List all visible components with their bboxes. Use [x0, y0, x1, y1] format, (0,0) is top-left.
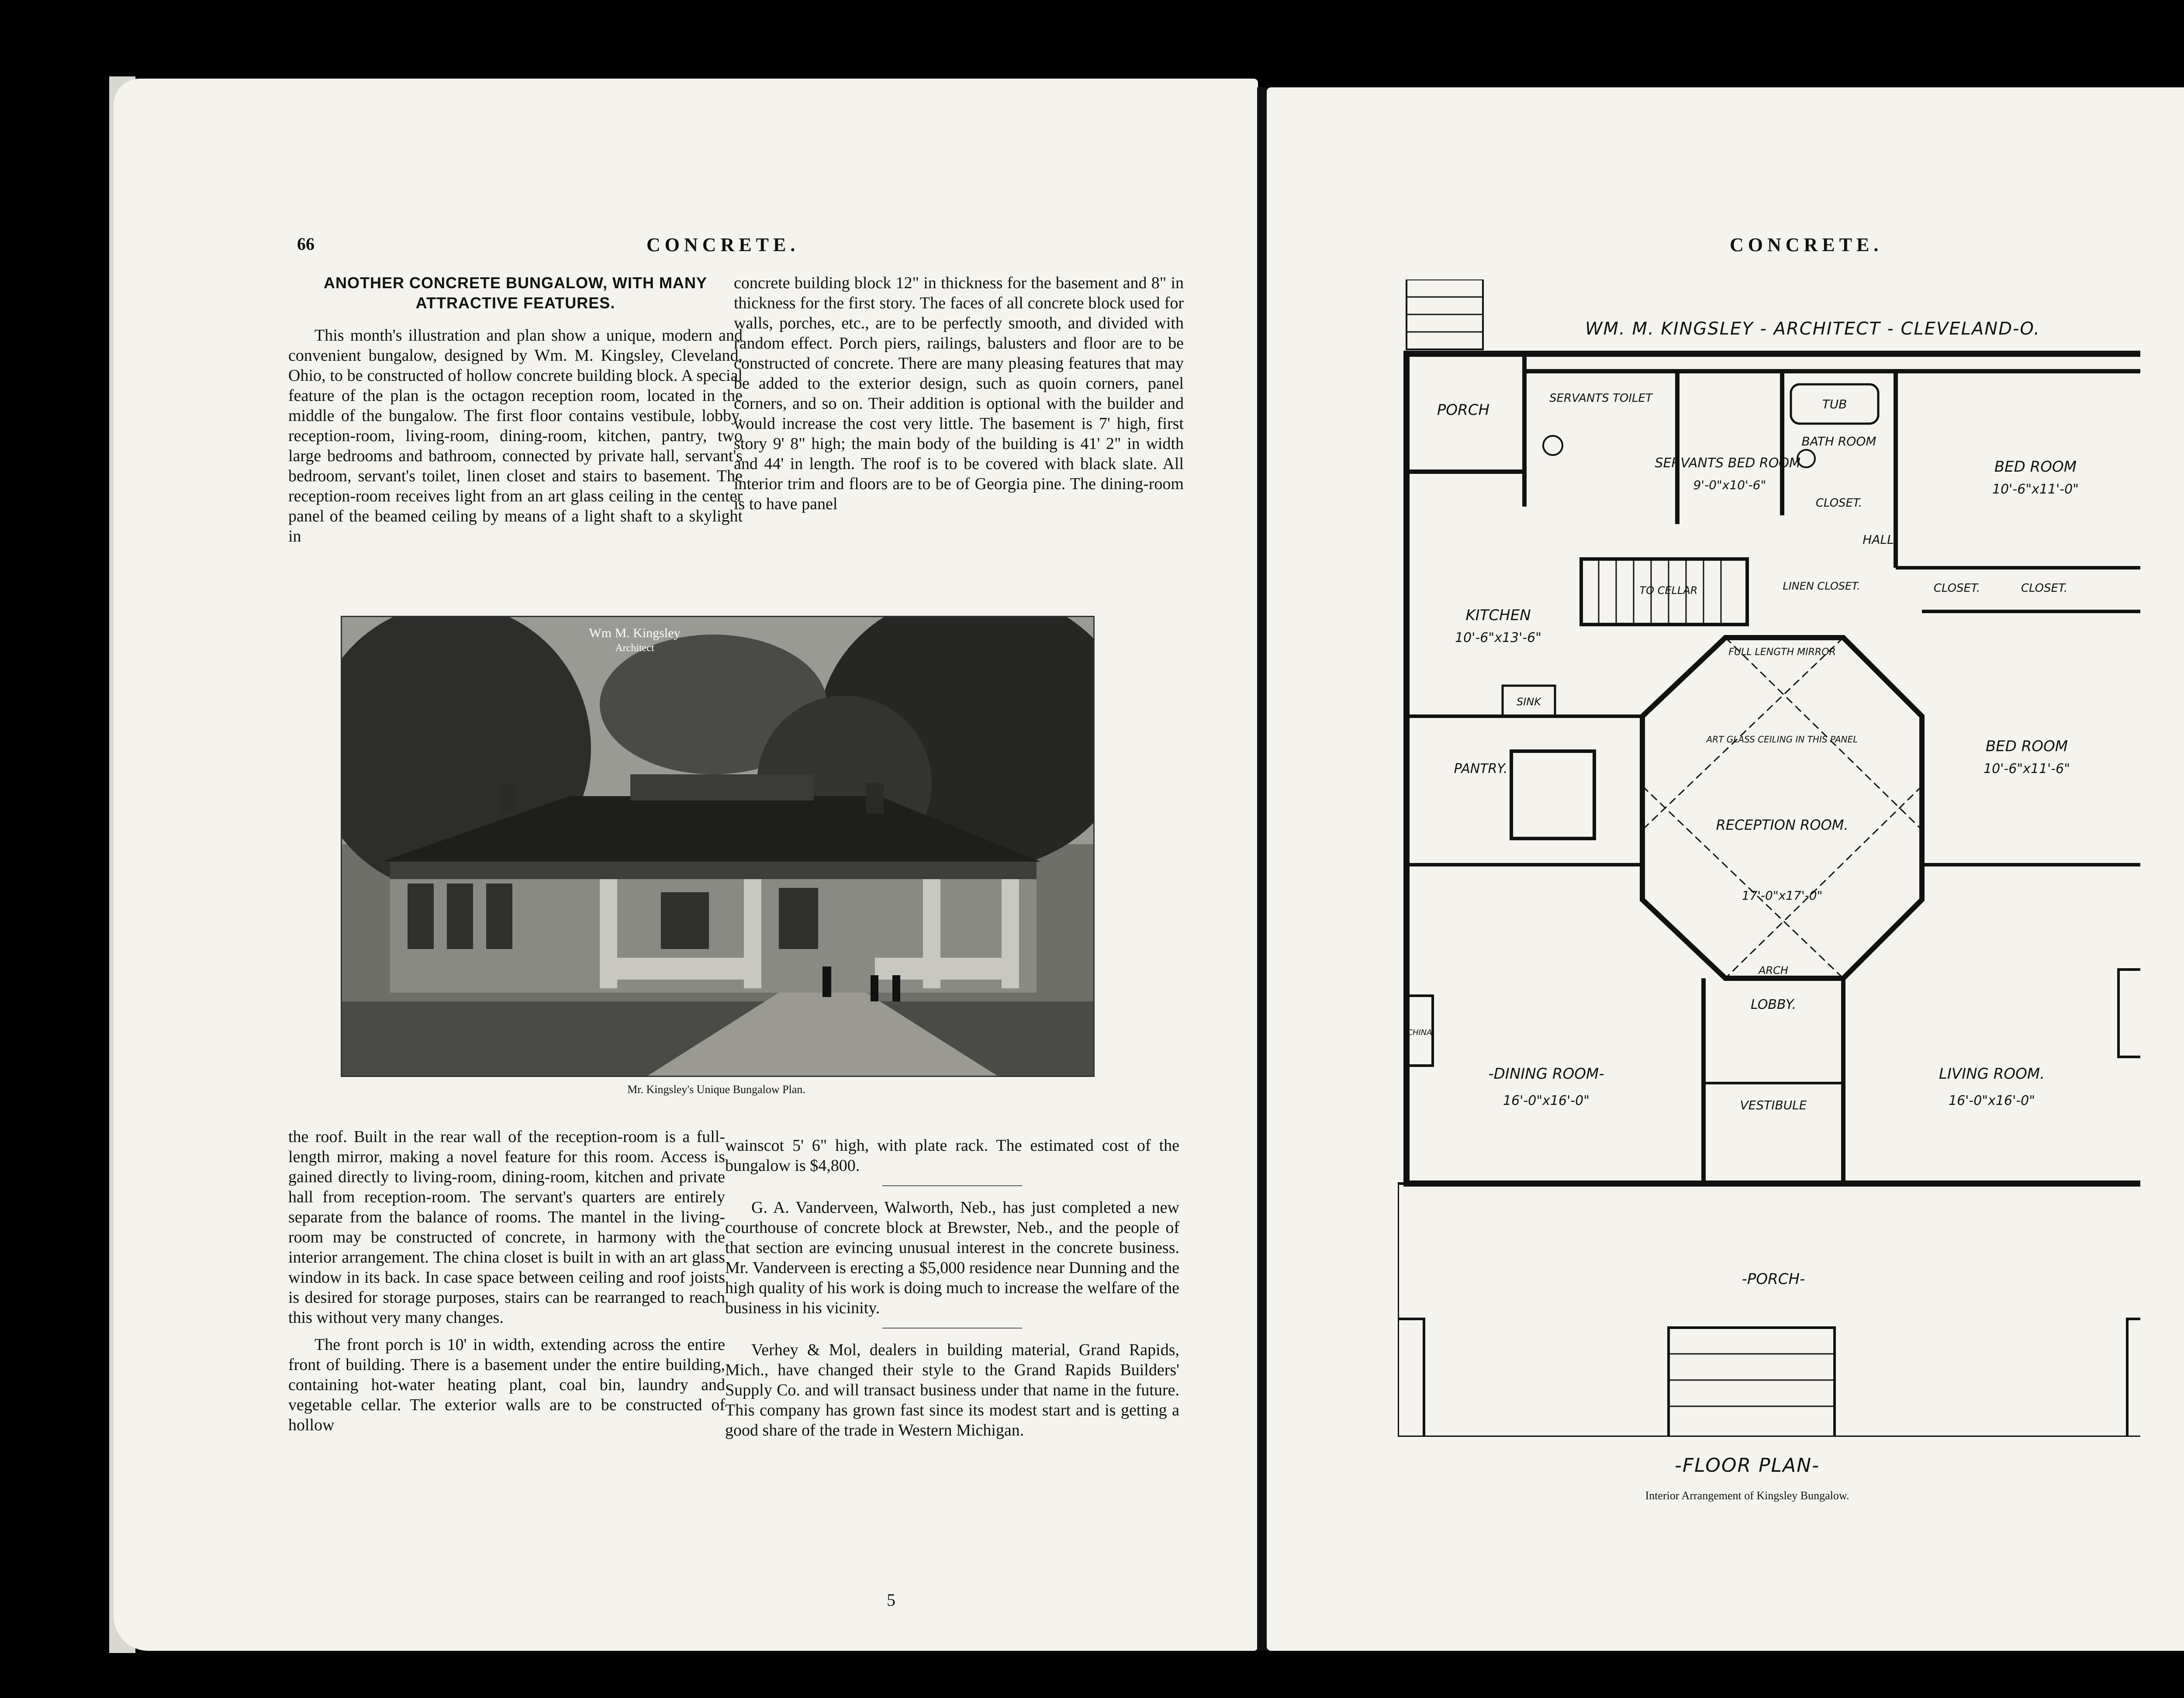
paragraph: the roof. Built in the rear wall of the reception-room is a full-length mirror, making a novel feature for this room. Access is gained directly to living-room, dining-room, kitchen and private hall from reception-room. The servant's quarters are entirely separate from the balance of rooms. The mantel in the living-room may be constructed of concrete, in harmony with the interior arrangement. The china closet is built in with an art glass window in its back. In case space between ceiling and roof joists is desired for storage purposes, stairs can be rearranged to reach this without very many changes. — [288, 1128, 725, 1327]
floor-plan-drawing — [1398, 280, 2140, 1437]
article-col2-bottom — [725, 1135, 1179, 1447]
plan-label-lobby: LOBBY. — [1750, 997, 1797, 1012]
plan-label-tub: TUB — [1822, 397, 1847, 411]
plan-label-servants-bed-room: SERVANTS BED ROOM. — [1655, 456, 1805, 471]
plan-label-living-room: LIVING ROOM. — [1939, 1065, 2045, 1083]
plan-label-reception-room: RECEPTION ROOM. — [1716, 817, 1849, 833]
paragraph: wainscot 5' 6" high, with plate rack. The estimated cost of the bungalow is $4,800. — [725, 1136, 1179, 1175]
article-headline: ANOTHER CONCRETE BUNGALOW, WITH MANY ATTRACTIVE FEATURES. — [324, 274, 707, 312]
plan-label-pantry: PANTRY. — [1454, 761, 1508, 777]
photo-label-line2: Architect — [615, 642, 654, 654]
plan-label-vestibule: VESTIBULE — [1740, 1098, 1807, 1112]
running-head-right: CONCRETE. — [1730, 234, 1883, 255]
article-col1-bottom — [288, 1127, 725, 1442]
plan-label-full-length-mirror: FULL LENGTH MIRROR — [1728, 647, 1836, 658]
plan-label-servants-bed-dim: 9'-0"x10'-6" — [1693, 478, 1766, 492]
plan-label-bed-room-2-dim: 10'-6"x11'-6" — [1983, 761, 2070, 777]
bungalow-photo — [341, 616, 1095, 1077]
plan-label-closet-2: CLOSET. — [1933, 582, 1980, 595]
plan-label-living-dim: 16'-0"x16'-0" — [1948, 1093, 2035, 1108]
plan-label-reception-dim: 17'-0"x17'-0" — [1742, 888, 1823, 903]
plan-label-sink: SINK — [1516, 696, 1541, 708]
plan-label-to-cellar: TO CELLAR — [1639, 584, 1698, 597]
plan-label-kitchen-dim: 10'-6"x13'-6" — [1455, 630, 1542, 645]
article-col1-top — [288, 325, 743, 553]
separator-rule — [882, 1328, 1022, 1329]
plan-label-porch-front: -PORCH- — [1742, 1270, 1805, 1288]
plan-label-hall: HALL — [1863, 532, 1894, 547]
plan-label-bed-room-1-dim: 10'-6"x11'-0" — [1992, 482, 2079, 497]
photo-label — [569, 626, 700, 656]
plan-title: WM. M. KINGSLEY - ARCHITECT - CLEVELAND-O. — [1585, 319, 2041, 339]
footer-mark: 5 — [887, 1590, 895, 1610]
photo-label-line1: Wm M. Kingsley — [589, 626, 681, 640]
plan-label-dining-room: -DINING ROOM- — [1488, 1065, 1604, 1083]
paragraph: The front porch is 10' in width, extending across the entire front of building. There is a basement under the entire building, containing hot-water heating plant, coal bin, laundry and vegetable cellar. The exterior walls are to be constructed of hollow — [288, 1336, 725, 1434]
paragraph: concrete building block 12" in thickness for the basement and 8" in thickness for the first story. The faces of all concrete block used for walls, porches, etc., are to be perfectly smooth, and divided with random effect. Porch piers, railings, balusters and floor are to be constructed of concrete. There are many pleasing features that may be added to the exterior design, such as quoin corners, panel corners, and so on. Their addition is optional with the builder and would increase the cost very little. The basement is 7' high, first story 9' 8" high; the main body of the building is 41' 2" in width and 44' in length. The roof is to be covered with black slate. All interior trim and floors are to be of Georgia pine. The dining-room is to have panel — [734, 274, 1184, 513]
plan-label-art-glass: ART GLASS CEILING IN THIS PANEL — [1706, 734, 1858, 745]
plan-label: -FLOOR PLAN- — [1674, 1454, 1820, 1477]
plan-label-kitchen: KITCHEN — [1465, 607, 1531, 624]
plan-label-bath-room: BATH ROOM — [1801, 434, 1876, 449]
separator-rule — [882, 1185, 1022, 1186]
plan-label-porch-rear: PORCH — [1437, 401, 1490, 419]
plan-label-dining-dim: 16'-0"x16'-0" — [1503, 1093, 1590, 1108]
bungalow-illustration — [342, 617, 1093, 1076]
plan-caption: Interior Arrangement of Kingsley Bungalow. — [1645, 1489, 1849, 1502]
running-head-left: CONCRETE. — [646, 234, 800, 255]
page-number-left: 66 — [297, 234, 314, 254]
plan-label-arch: ARCH — [1759, 964, 1788, 977]
book-gutter — [1257, 87, 1268, 1651]
plan-label-closet-1: CLOSET. — [1815, 497, 1863, 510]
plan-label-bed-room-2: BED ROOM — [1985, 738, 2068, 755]
photo-caption: Mr. Kingsley's Unique Bungalow Plan. — [627, 1083, 805, 1096]
plan-label-china: CHINA — [1407, 1028, 1432, 1037]
plan-label-servants-toilet: SERVANTS TOILET — [1549, 392, 1652, 405]
paragraph: G. A. Vanderveen, Walworth, Neb., has just completed a new courthouse of concrete block at Brewster, Neb., and the people of that section are evincing unusual interest in the concrete business. Mr. Vanderveen is erecting a $5,000 residence near Dunning and the high quality of his work is doing much to increase the welfare of the business in his vicinity. — [725, 1198, 1179, 1317]
article-col2-top — [734, 273, 1184, 521]
paragraph: Verhey & Mol, dealers in building material, Grand Rapids, Mich., have changed their style to the Grand Rapids Builders' Supply Co. and will transact business under that name in the future. This company has grown fast since its modest start and is getting a good share of the trade in Western Michigan. — [725, 1341, 1179, 1439]
right-page — [1267, 87, 2184, 1651]
plan-label-linen-closet: LINEN CLOSET. — [1783, 580, 1860, 592]
floor-plan — [1398, 280, 2140, 1437]
left-page — [114, 79, 1258, 1651]
plan-label-bed-room-1: BED ROOM — [1994, 458, 2077, 476]
paragraph: This month's illustration and plan show a unique, modern and convenient bungalow, designed by Wm. M. Kingsley, Cleveland, Ohio, to be constructed of hollow concrete building block. A special feature of the plan is the octagon reception room, located in the middle of the bungalow. The first floor contains vestibule, lobby, reception-room, living-room, dining-room, kitchen, pantry, two large bedrooms and bathroom, connected by private hall, servant's bedroom, servant's toilet, linen closet and stairs to basement. The reception-room receives light from an art glass ceiling in the center panel of the beamed ceiling by means of a light shaft to a skylight in — [288, 326, 743, 545]
plan-label-closet-3: CLOSET. — [2021, 582, 2068, 595]
